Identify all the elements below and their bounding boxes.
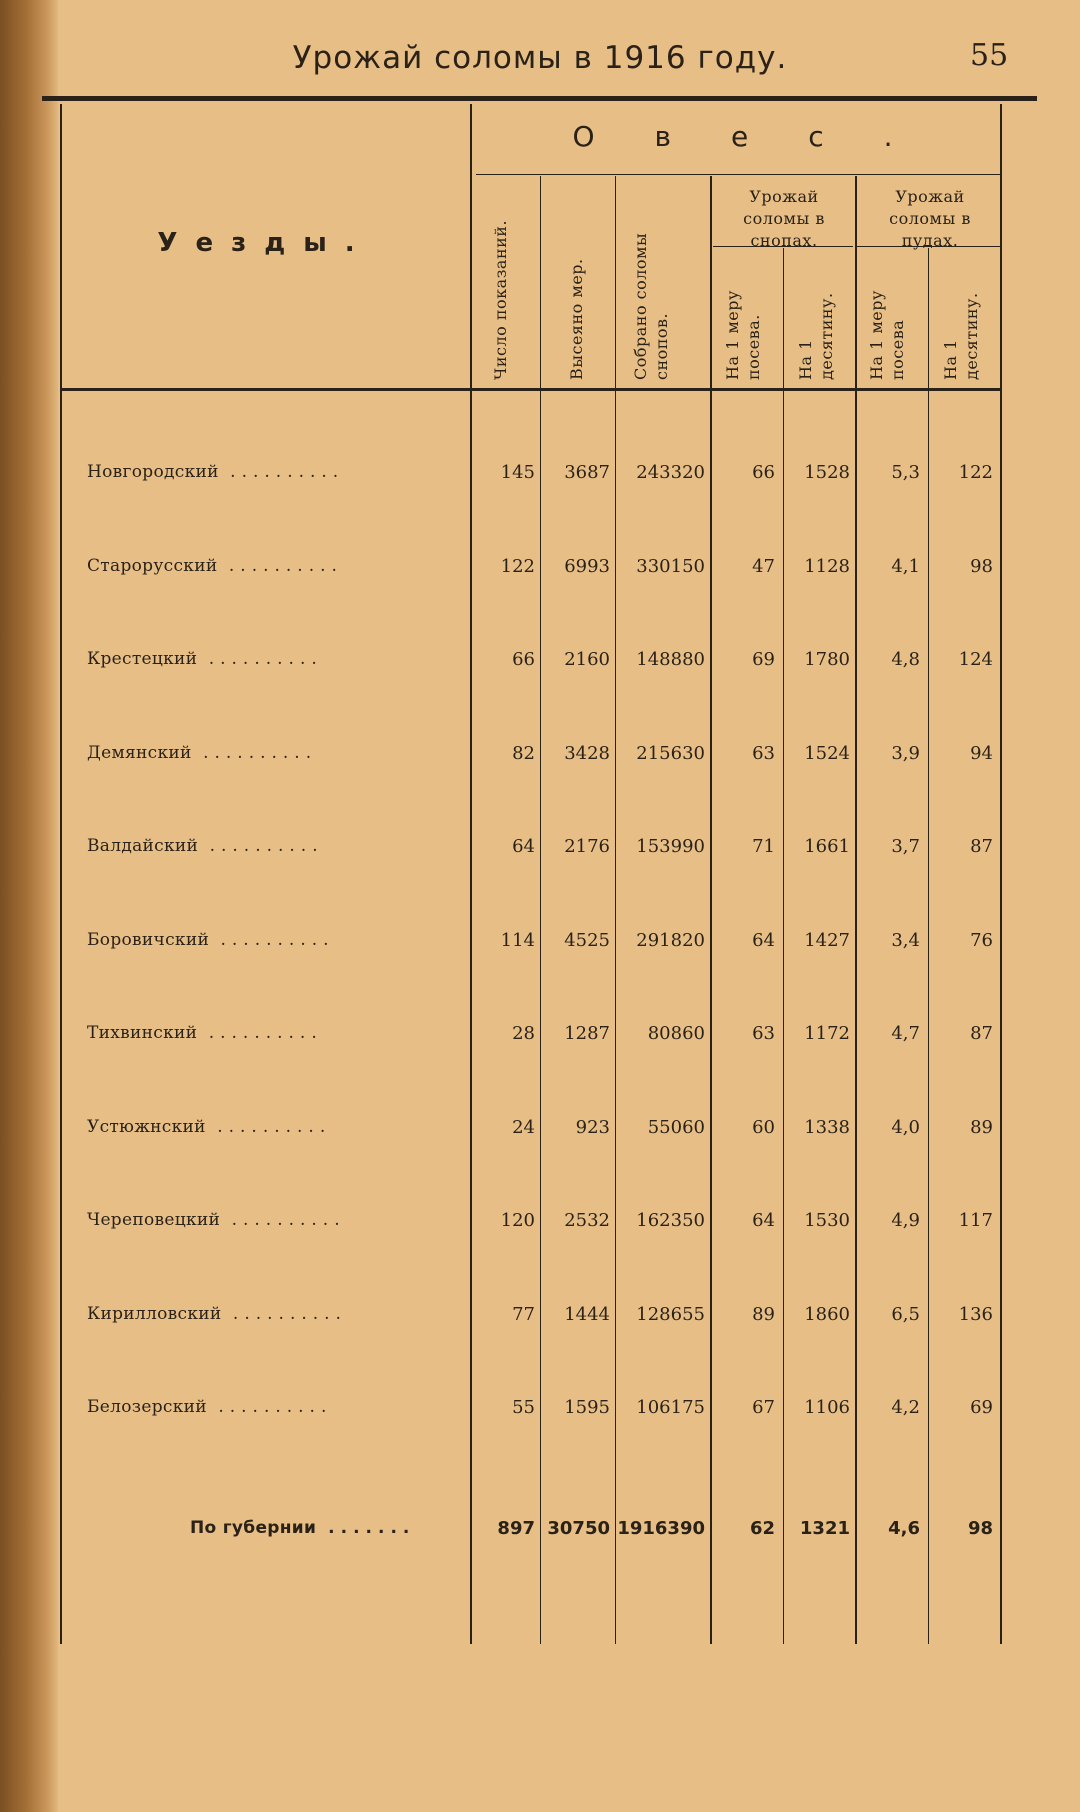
table-cell: 6993 (564, 555, 610, 577)
district-name (87, 1397, 332, 1417)
table-cell: 87 (970, 836, 993, 857)
table-cell: 55060 (647, 1116, 705, 1138)
table-cell: 122 (500, 555, 535, 577)
table-cell: 1860 (804, 1303, 850, 1325)
col-header-poods-per-measure: На 1 меру посева (867, 290, 907, 380)
table-cell: 243320 (636, 462, 705, 483)
district-name-text: Устюжнский (87, 1116, 206, 1137)
oats-header: Овес. (572, 120, 953, 153)
table-cell: 4525 (564, 929, 610, 951)
district-name-text: Череповецкий (87, 1210, 221, 1230)
table-cell: 67 (752, 1397, 775, 1418)
table-cell: 1661 (804, 836, 850, 857)
table-cell: 3,4 (891, 929, 920, 951)
table-cell: 6,5 (891, 1303, 920, 1325)
table-cell: 4,2 (891, 1397, 920, 1418)
page-title: Урожай соломы в 1916 году. (292, 40, 788, 76)
table-cell: 3,7 (891, 836, 920, 857)
table-cell: 77 (512, 1303, 535, 1325)
table-cell: 4,1 (891, 555, 920, 577)
table-cell: 4,8 (891, 649, 920, 670)
col-header-sheaves-per-desyatina: На 1 десятину. (796, 292, 836, 380)
table-cell: 145 (500, 462, 535, 483)
district-name-text: Боровичский (87, 929, 210, 950)
table-cell: 106175 (636, 1397, 705, 1418)
district-name (87, 1117, 331, 1137)
column-divider (928, 248, 929, 1644)
bottom-rule (60, 1644, 1000, 1646)
table-cell: 120 (500, 1210, 535, 1231)
table-cell: 128655 (636, 1303, 705, 1325)
table-cell: 148880 (636, 649, 705, 670)
table-cell: 124 (958, 649, 993, 670)
district-name (87, 1304, 347, 1324)
leader-dots: .......... (217, 555, 343, 576)
table-cell: 897 (497, 1518, 535, 1539)
district-name (87, 556, 343, 576)
leader-dots: .......... (220, 1210, 346, 1230)
district-name-text: Валдайский (87, 836, 199, 856)
district-name-text: Белозерский (87, 1397, 207, 1417)
table-cell: 122 (958, 462, 993, 483)
table-cell: 1530 (804, 1210, 850, 1231)
table-cell: 2176 (564, 836, 610, 857)
table-cell: 4,9 (891, 1210, 920, 1231)
district-name (87, 649, 323, 669)
table-cell: 1528 (804, 462, 850, 483)
table-cell: 2160 (564, 649, 610, 670)
col-header-straw-collected: Собрано соломы снопов. (631, 232, 671, 380)
district-name-text: Старорусский (87, 555, 218, 576)
table-cell: 62 (749, 1518, 775, 1539)
table-cell: 1321 (799, 1518, 850, 1539)
table-cell: 4,6 (888, 1518, 920, 1539)
table-cell: 89 (970, 1116, 993, 1138)
table-cell: 330150 (636, 555, 705, 577)
table-right-border (1000, 104, 1002, 1644)
table-cell: 1128 (804, 555, 850, 577)
col-header-sheaves-per-measure: На 1 меру посева. (723, 290, 763, 380)
table-cell: 60 (752, 1116, 775, 1138)
table-cell: 71 (752, 836, 775, 857)
table-cell: 82 (512, 742, 535, 764)
table-cell: 4,0 (891, 1116, 920, 1138)
district-name-text: Демянский (87, 742, 192, 763)
leader-dots: .......... (218, 462, 345, 482)
district-name-text: Новгородский (87, 462, 219, 482)
district-name (87, 462, 344, 482)
table-cell: 1172 (804, 1023, 850, 1044)
header-bottom-rule (60, 388, 1000, 391)
leader-dots: ....... (316, 1518, 416, 1538)
district-column-divider (470, 104, 472, 1644)
table-cell: 66 (512, 649, 535, 670)
table-cell: 4,7 (891, 1023, 920, 1044)
oves-underline (476, 174, 1000, 175)
table-cell: 24 (512, 1116, 535, 1138)
column-divider (710, 176, 712, 1644)
table-cell: 1287 (564, 1023, 610, 1044)
leader-dots: .......... (221, 1303, 347, 1324)
col-header-reports: Число показаний. (491, 219, 510, 380)
table-cell: 3428 (564, 742, 610, 764)
leader-dots: .......... (197, 1023, 323, 1043)
table-cell: 76 (970, 929, 993, 951)
table-cell: 117 (958, 1210, 993, 1231)
table-cell: 28 (512, 1023, 535, 1044)
table-cell: 64 (752, 929, 775, 951)
table-cell: 94 (970, 742, 993, 764)
table-cell: 87 (970, 1023, 993, 1044)
table-cell: 3687 (564, 462, 610, 483)
table-cell: 64 (752, 1210, 775, 1231)
column-divider (855, 176, 857, 1644)
page-number: 55 (970, 38, 1009, 73)
leader-dots: .......... (209, 929, 335, 950)
table-cell: 69 (970, 1397, 993, 1418)
district-name-text: Крестецкий (87, 649, 198, 669)
leader-dots: .......... (197, 649, 323, 669)
district-name-text: Кирилловский (87, 1303, 222, 1324)
leader-dots: .......... (198, 836, 324, 856)
table-cell: 1338 (804, 1116, 850, 1138)
table-left-border (60, 104, 62, 1644)
table-cell: 30750 (547, 1518, 610, 1539)
table-cell: 923 (575, 1116, 610, 1138)
district-column-header: Уезды. (157, 228, 373, 258)
leader-dots: .......... (206, 1397, 333, 1417)
table-cell: 114 (500, 929, 535, 951)
table-cell: 1916390 (617, 1518, 705, 1539)
table-cell: 80860 (647, 1023, 705, 1044)
book-spine-shadow (0, 0, 58, 1812)
group-header-sheaves: Урожай соломы в снопах. (743, 187, 825, 250)
table-cell: 3,9 (891, 742, 920, 764)
table-cell: 98 (967, 1518, 993, 1539)
group-header-poods: Урожай соломы в пудах. (889, 187, 971, 250)
table-cell: 66 (752, 462, 775, 483)
col-header-poods-per-desyatina: На 1 десятину. (941, 292, 981, 380)
col-header-sown: Высеяно мер. (567, 258, 586, 380)
district-name (87, 930, 335, 950)
table-cell: 291820 (636, 929, 705, 951)
table-cell: 153990 (636, 836, 705, 857)
leader-dots: .......... (191, 742, 318, 763)
table-cell: 69 (752, 649, 775, 670)
table-cell: 2532 (564, 1210, 610, 1231)
table-cell: 215630 (636, 742, 705, 764)
column-divider (540, 176, 541, 1644)
table-cell: 1780 (804, 649, 850, 670)
column-divider (783, 248, 784, 1644)
column-divider (615, 176, 616, 1644)
table-cell: 1427 (804, 929, 850, 951)
table-cell: 1106 (804, 1397, 850, 1418)
table-cell: 5,3 (891, 462, 920, 483)
district-name (87, 836, 324, 856)
district-name (190, 1518, 415, 1538)
district-name (87, 1023, 323, 1043)
table-cell: 1524 (804, 742, 850, 764)
table-cell: 98 (970, 555, 993, 577)
leader-dots: .......... (205, 1116, 332, 1137)
table-cell: 136 (958, 1303, 993, 1325)
table-cell: 89 (752, 1303, 775, 1325)
district-name-text: Тихвинский (87, 1023, 198, 1043)
table-cell: 47 (752, 555, 775, 577)
table-cell: 64 (512, 836, 535, 857)
table-cell: 55 (512, 1397, 535, 1418)
table-cell: 63 (752, 742, 775, 764)
district-name-text: По губернии (190, 1518, 317, 1538)
table-cell: 162350 (636, 1210, 705, 1231)
table-cell: 1595 (564, 1397, 610, 1418)
table-cell: 1444 (564, 1303, 610, 1325)
district-name (87, 1210, 346, 1230)
district-name (87, 743, 317, 763)
top-rule (42, 96, 1037, 101)
table-cell: 63 (752, 1023, 775, 1044)
